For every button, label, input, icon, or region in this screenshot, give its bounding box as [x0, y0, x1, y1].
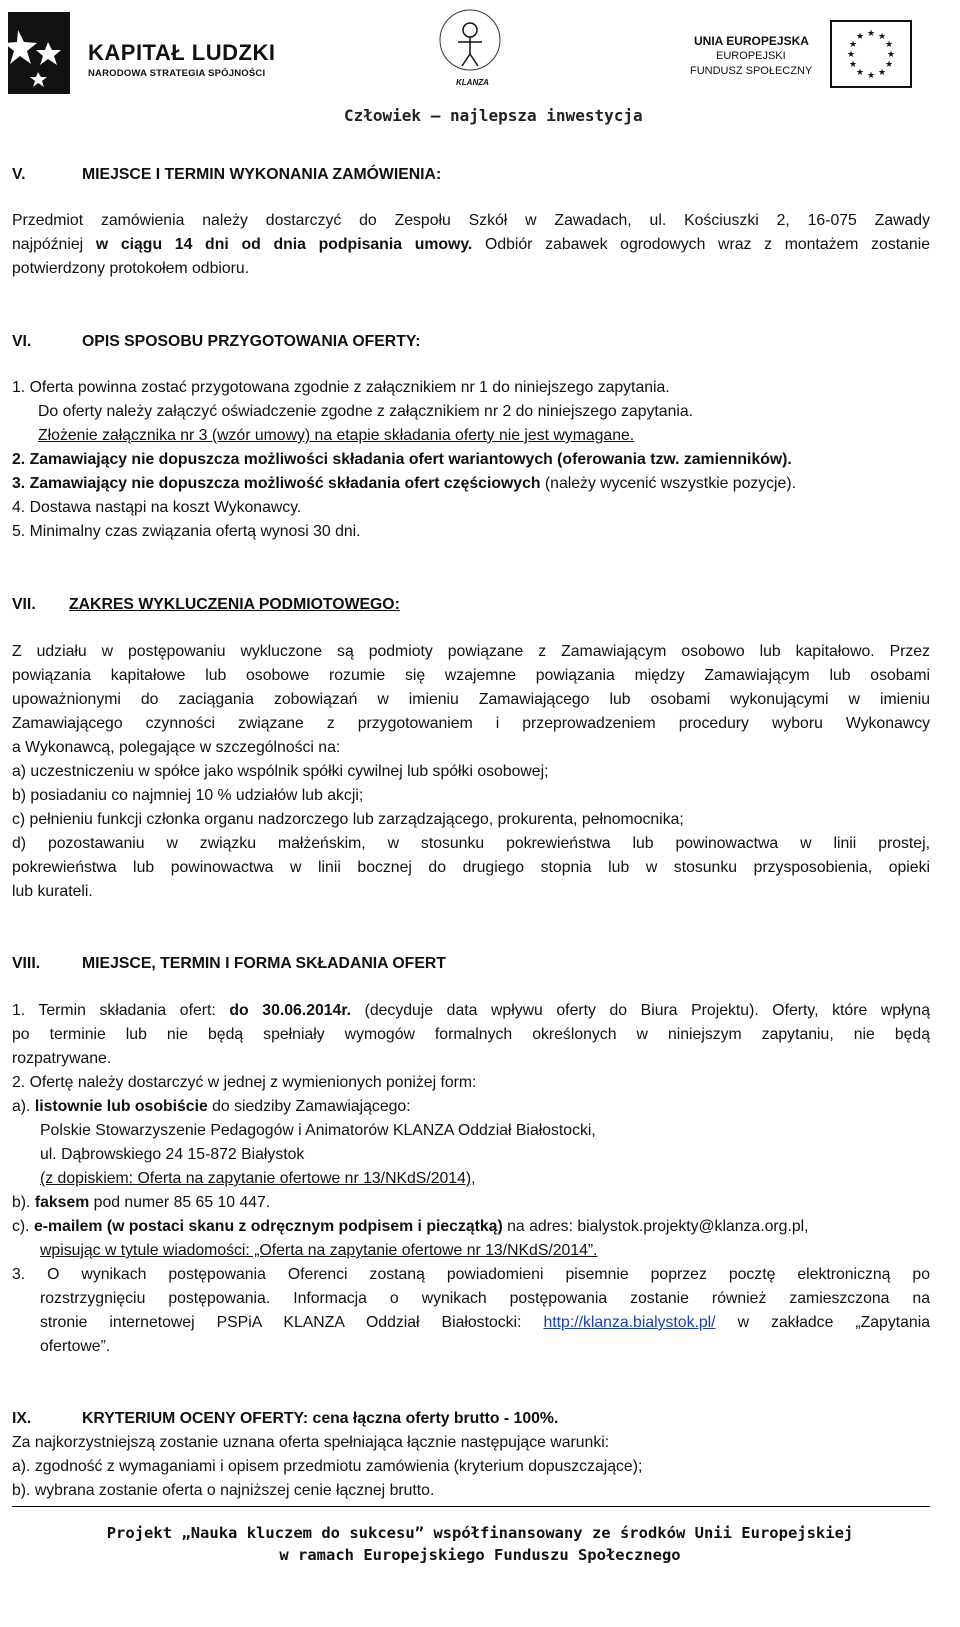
section-title: MIEJSCE I TERMIN WYKONANIA ZAMÓWIENIA: — [82, 166, 442, 183]
section-number: VIII. — [12, 955, 41, 972]
list-item: wpisując w tytule wiadomości: „Oferta na zapytanie ofertowe nr 13/NKdS/2014”. — [40, 1242, 598, 1259]
section-title: ZAKRES WYKLUCZENIA PODMIOTOWEGO: — [69, 596, 400, 613]
list-item: a). listownie lub osobiście do siedziby Zamawiającego: — [12, 1098, 411, 1115]
list-item: lub kurateli. — [12, 883, 93, 900]
footer-line-1: Projekt „Nauka kluczem do sukcesu” współfinansowany ze środków Unii Europejskiej — [106, 1524, 854, 1542]
svg-text:★: ★ — [877, 32, 887, 42]
section-5-heading — [12, 163, 930, 187]
list-item: b) posiadaniu co najmniej 10 % udziałów lub akcji; — [12, 787, 364, 804]
paragraph-line: rozstrzygnięciu postępowania. Informacja o wynikach postępowania zostanie również zamieszczona na — [40, 1290, 930, 1307]
svg-text:★: ★ — [846, 50, 856, 60]
paragraph-line: upoważnionymi do zaciągania zobowiązań w imieniu Zamawiającego lub osobami wykonującymi w imieniu — [12, 691, 930, 708]
footer-line-2: w ramach Europejskiego Funduszu Społecznego — [279, 1546, 681, 1564]
address-line: ul. Dąbrowskiego 24 15-872 Białystok — [40, 1146, 305, 1163]
list-item: 3. Zamawiający nie dopuszcza możliwość składania ofert częściowych (należy wycenić wszystkie pozycje). — [12, 475, 796, 492]
section-number: V. — [12, 166, 26, 183]
paragraph-line: Zamawiającego czynności związane z przygotowaniem i przeprowadzeniem procedury wyboru Wykonawcy — [12, 715, 930, 732]
klanza-website-link[interactable]: http://klanza.bialystok.pl/ — [543, 1314, 716, 1331]
paragraph-line: powiązania kapitałowe lub osobowe rozumie się wzajemne powiązania między Zamawiającym lub osobami — [12, 667, 930, 684]
paragraph-line: po terminie lub nie będą spełniały wymogów formalnych określonych w niniejszym zapytaniu, nie będą — [12, 1026, 930, 1043]
list-item: 1. Oferta powinna zostać przygotowana zgodnie z załącznikiem nr 1 do niniejszego zapytania. — [12, 379, 670, 396]
list-item: Złożenie załącznika nr 3 (wzór umowy) na etapie składania oferty nie jest wymagane. — [38, 427, 635, 444]
svg-text:★: ★ — [855, 68, 865, 78]
klanza-word: KLANZA — [456, 78, 489, 87]
list-item: b). faksem pod numer 85 65 10 447. — [12, 1194, 271, 1211]
section-7-heading — [12, 593, 930, 617]
kapital-ludzki-emblem-icon — [8, 12, 88, 102]
eu-flag-icon — [830, 20, 912, 88]
kapital-ludzki-logo — [8, 12, 278, 102]
paragraph-line: potwierdzony protokołem odbioru. — [12, 260, 250, 277]
eu-line3: FUNDUSZ SPOŁECZNY — [690, 65, 813, 77]
paragraph-line: 3. O wynikach postępowania Oferenci zostaną powiadomieni pisemnie poprzez pocztę elektroniczną po — [12, 1266, 930, 1283]
list-item: c) pełnieniu funkcji członka organu nadzorczego lub zarządzającego, prokurenta, pełnomocnika; — [12, 811, 684, 828]
section-number: VI. — [12, 333, 32, 350]
kapital-ludzki-subtitle: NARODOWA STRATEGIA SPÓJNOŚCI — [88, 68, 266, 79]
paragraph-line: stronie internetowej PSPiA KLANZA Oddział Białostocki: http://klanza.bialystok.pl/ w zakładce „Zapytania — [40, 1314, 930, 1331]
list-item: 5. Minimalny czas związania ofertą wynosi 30 dni. — [12, 523, 361, 540]
section-8-heading — [12, 952, 930, 976]
section-9-heading — [12, 1407, 930, 1431]
list-item: Do oferty należy załączyć oświadczenie zgodne z załącznikiem nr 2 do niniejszego zapytania. — [38, 403, 694, 420]
svg-text:★: ★ — [877, 68, 887, 78]
list-item: 2. Zamawiający nie dopuszcza możliwości składania ofert wariantowych (oferowania tzw. zamienników). — [12, 451, 792, 468]
section-6-heading — [12, 330, 930, 354]
list-item: a) uczestniczeniu w spółce jako wspólnik spółki cywilnej lub spółki osobowej; — [12, 763, 549, 780]
list-item: pokrewieństwa lub powinowactwa w linii bocznej do drugiego stopnia lub w stosunku przysposobienia, opieki — [12, 859, 930, 876]
section-title: KRYTERIUM OCENY OFERTY: cena łączna oferty brutto - 100%. — [82, 1410, 559, 1427]
header-motto: Człowiek – najlepsza inwestycja — [344, 106, 643, 125]
paragraph-line: rozpatrywane. — [12, 1050, 112, 1067]
paragraph-line: najpóźniej w ciągu 14 dni od dnia podpisania umowy. Odbiór zabawek ogrodowych wraz z montażem zostanie — [12, 236, 930, 253]
paragraph-line: Z udziału w postępowaniu wykluczone są podmioty powiązane z Zamawiającym osobowo lub kapitałowo. Przez — [12, 643, 930, 660]
paragraph-line: Przedmiot zamówienia należy dostarczyć do Zespołu Szkół w Zawadach, ul. Kościuszki 2, 16-075 Zawady — [12, 212, 930, 229]
list-item: d) pozostawaniu w związku małżeńskim, w stosunku pokrewieństwa lub powinowactwa w linii prostej, — [12, 835, 930, 852]
list-item: 4. Dostawa nastąpi na koszt Wykonawcy. — [12, 499, 302, 516]
section-title: OPIS SPOSOBU PRZYGOTOWANIA OFERTY: — [82, 333, 421, 350]
svg-text:★: ★ — [886, 50, 896, 60]
section-number: IX. — [12, 1410, 32, 1427]
eu-line2: EUROPEJSKI — [716, 50, 786, 62]
section-title: MIEJSCE, TERMIN I FORMA SKŁADANIA OFERT — [82, 955, 446, 972]
paragraph-line: Za najkorzystniejszą zostanie uznana oferta spełniająca łącznie następujące warunki: — [12, 1434, 610, 1451]
address-line: (z dopiskiem: Oferta na zapytanie ofertowe nr 13/NKdS/2014), — [40, 1170, 476, 1187]
list-item: c). e-mailem (w postaci skanu z odręcznym podpisem i pieczątką) na adres: bialystok.projekty@klanza.org.pl, — [12, 1218, 809, 1235]
klanza-logo — [430, 4, 510, 96]
eu-logo — [690, 20, 940, 92]
paragraph-line: a Wykonawcą, polegające w szczególności na: — [12, 739, 341, 756]
svg-text:★: ★ — [848, 40, 858, 50]
svg-text:★: ★ — [866, 29, 876, 39]
svg-text:★: ★ — [855, 32, 865, 42]
list-item: b). wybrana zostanie oferta o najniższej cenie łącznej brutto. — [12, 1482, 435, 1499]
svg-text:★: ★ — [884, 60, 894, 70]
svg-text:★: ★ — [884, 40, 894, 50]
address-line: Polskie Stowarzyszenie Pedagogów i Animatorów KLANZA Oddział Białostocki, — [40, 1122, 596, 1139]
paragraph-line: 1. Termin składania ofert: do 30.06.2014r. (decyduje data wpływu oferty do Biura Projektu). Oferty, które wpłyną — [12, 1002, 930, 1019]
section-number: VII. — [12, 596, 36, 613]
svg-text:★: ★ — [848, 60, 858, 70]
paragraph-line: ofertowe”. — [40, 1338, 111, 1355]
list-item: a). zgodność z wymaganiami i opisem przedmiotu zamówienia (kryterium dopuszczające); — [12, 1458, 643, 1475]
eu-title: UNIA EUROPEJSKA — [694, 34, 809, 48]
footer-divider — [12, 1506, 930, 1507]
svg-text:★: ★ — [866, 71, 876, 81]
paragraph-line: 2. Ofertę należy dostarczyć w jednej z wymienionych poniżej form: — [12, 1074, 477, 1091]
kapital-ludzki-title: KAPITAŁ LUDZKI — [88, 40, 276, 65]
